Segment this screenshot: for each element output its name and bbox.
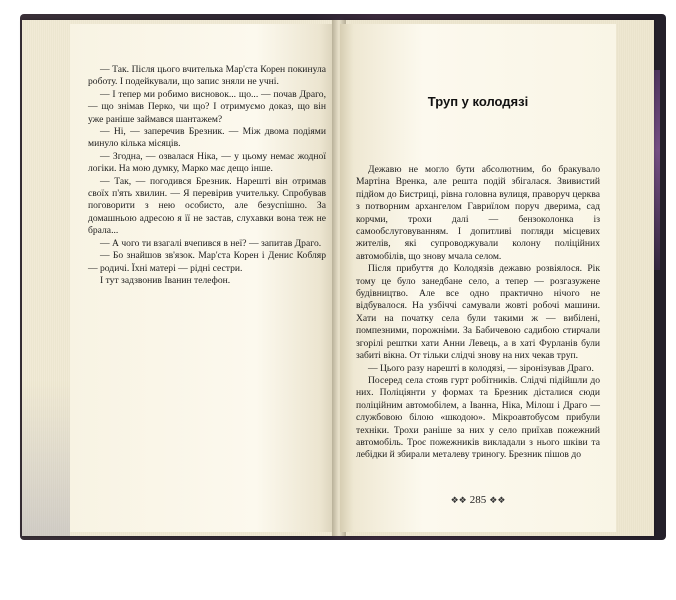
ornament-icon: ❖❖ — [450, 495, 467, 505]
right-page — [340, 24, 616, 532]
ornament-icon: ❖❖ — [489, 495, 506, 505]
right-page-text — [356, 164, 600, 462]
page-number-folio — [340, 494, 616, 506]
chapter-title: Труп у колодязі — [427, 94, 529, 109]
left-paragraph: — А чого ти взагалі вчепився в неї? — запитав Драго. — [100, 237, 322, 249]
left-paragraph: — Так. Після цього вчителька Мар'ста Корен покинула роботу. І подейкували, що запис зняли не учні. — [88, 64, 326, 88]
left-paragraph: — І тепер ми робимо висновок... що... — почав Драго, — що знімав Перко, чи що? І отримуємо доказ, що він уже раніше займався шантажем? — [88, 88, 326, 125]
right-paragraph: Після прибуття до Колодязів дежавю розвіялося. Рік тому це було занедбане село, а тепер — розгазужене будівництво. Але все одно практично нічого не відбувалося. На узбіччі самували жовті робочі машини. Хати на початку села були такими ж — вибілені, помпезними, порожніми. За Бабичевою садибою стирчали згорілі рештки хати Анни Левець, а в хаті Фурланів були забиті вікна. От тільки слідчі знову на них чекав труп. — [356, 263, 600, 362]
right-paragraph: — Цього разу нарешті в колодязі, — зіронізував Драго. — [368, 362, 594, 374]
left-page — [70, 24, 336, 532]
page-number: 285 — [469, 494, 487, 506]
left-page-text — [88, 64, 326, 287]
left-paragraph: І тут задзвонив Іванин телефон. — [100, 274, 231, 286]
stack-shadow — [22, 380, 70, 536]
right-paragraph: Посеред села стояв гурт робітників. Слідчі підійшли до них. Поліціянти у формах та Брезник дісталися сюди поліційним автомобілем, а Іванна, Ніка, Мілош і Драго — службовою білою «шкодою». Мікроавтобусом прибули техніки. Трохи раніше за них у село приїхав пожежний автомобіль. Троє пожежників викладали з нього шківи та лебідки й збирали металеву триногу. Брезник пішов до — [356, 374, 600, 461]
left-paragraph: — Бо знайшов зв'язок. Мар'ста Корен і Денис Кобляр — родичі. Їхні матері — рідні сестри. — [88, 250, 326, 274]
left-paragraph: — Ні, — заперечив Брезник. — Між двома подіями минуло кілька місяців. — [88, 126, 326, 150]
left-paragraph: — Згодна, — озвалася Ніка, — у цьому немає жодної логіки. На мою думку, Марко має дещо інше. — [88, 150, 326, 175]
left-paragraph: — Так, — погодився Брезник. Нарешті він отримав своїх п'ять хвилин. — Я перевірив учительку. Спробував поговорити з нею особисто, але безуспішно. За домашньою адресою я її не застав, слухавки вона теж не брала... — [88, 175, 326, 237]
right-paragraph: Дежавю не могло бути абсолютним, бо бракувало Мартіна Вренка, але решта подій збігалася. Звивистий підйом до Бистриці, рівна головна вулиця, праворуч церква з потворним архангелом Гавриїлом поруч дверима, сад корчми, трохи далі — бензоколонка із самообслуговуванням. І допитливі погляди місцевих жителів, які супроводжували колону поліційних автомобілів, що знову мчала селом. — [356, 164, 600, 262]
